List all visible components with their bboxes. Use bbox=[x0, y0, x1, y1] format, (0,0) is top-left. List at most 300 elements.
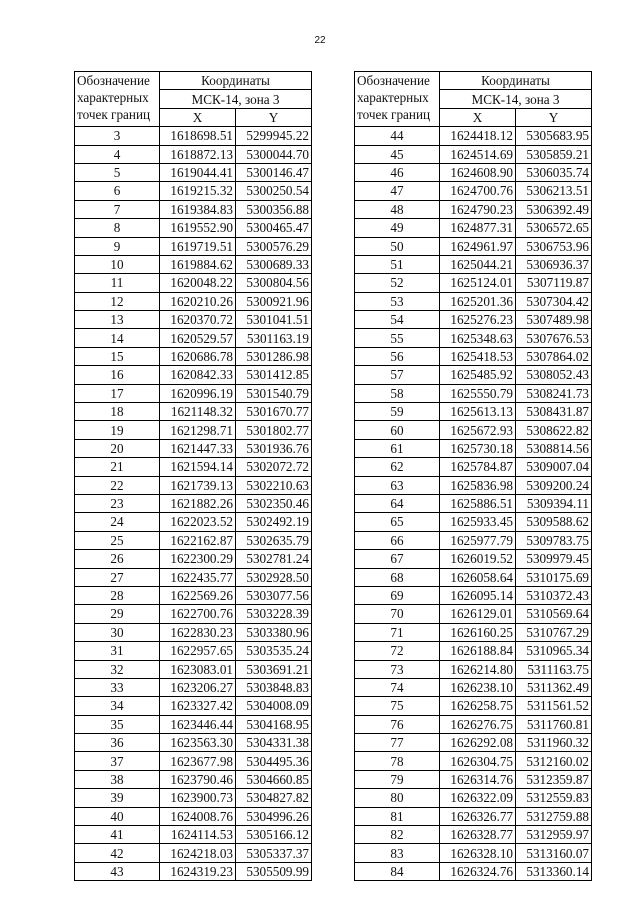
table-row bbox=[75, 219, 312, 237]
x-coordinate: 1624008.76 bbox=[160, 807, 236, 825]
point-number: 17 bbox=[75, 384, 160, 402]
x-coordinate: 1625276.23 bbox=[440, 311, 516, 329]
x-coordinate: 1621739.13 bbox=[160, 476, 236, 494]
point-number: 21 bbox=[75, 458, 160, 476]
table-row bbox=[75, 458, 312, 476]
page-number: 22 bbox=[314, 35, 326, 46]
header-id-line: характерных bbox=[77, 90, 149, 105]
point-number: 32 bbox=[75, 660, 160, 678]
y-coordinate: 5300356.88 bbox=[236, 200, 312, 218]
y-coordinate: 5300146.47 bbox=[236, 163, 312, 181]
table-row bbox=[355, 292, 592, 310]
table-row bbox=[75, 531, 312, 549]
table-row bbox=[355, 127, 592, 145]
x-coordinate: 1626322.09 bbox=[440, 789, 516, 807]
y-coordinate: 5301802.77 bbox=[236, 421, 312, 439]
x-coordinate: 1623446.44 bbox=[160, 715, 236, 733]
point-number: 27 bbox=[75, 568, 160, 586]
x-coordinate: 1624218.03 bbox=[160, 844, 236, 862]
table-row bbox=[355, 219, 592, 237]
y-coordinate: 5311163.75 bbox=[516, 660, 592, 678]
x-coordinate: 1626019.52 bbox=[440, 550, 516, 568]
y-coordinate: 5303848.83 bbox=[236, 678, 312, 696]
point-number: 75 bbox=[355, 697, 440, 715]
table-row bbox=[75, 274, 312, 292]
x-coordinate: 1620529.57 bbox=[160, 329, 236, 347]
y-coordinate: 5301540.79 bbox=[236, 384, 312, 402]
x-coordinate: 1626328.77 bbox=[440, 826, 516, 844]
x-coordinate: 1621447.33 bbox=[160, 439, 236, 457]
header-id-line: точек границ bbox=[357, 107, 431, 122]
table-row bbox=[75, 734, 312, 752]
y-coordinate: 5308622.82 bbox=[516, 421, 592, 439]
y-coordinate: 5300576.29 bbox=[236, 237, 312, 255]
x-coordinate: 1625886.51 bbox=[440, 494, 516, 512]
y-coordinate: 5310372.43 bbox=[516, 586, 592, 604]
y-coordinate: 5302072.72 bbox=[236, 458, 312, 476]
x-coordinate: 1625485.92 bbox=[440, 366, 516, 384]
x-coordinate: 1625836.98 bbox=[440, 476, 516, 494]
x-coordinate: 1621148.32 bbox=[160, 403, 236, 421]
table-row bbox=[355, 384, 592, 402]
table-row bbox=[75, 826, 312, 844]
x-coordinate: 1622569.26 bbox=[160, 586, 236, 604]
point-number: 29 bbox=[75, 605, 160, 623]
point-number: 52 bbox=[355, 274, 440, 292]
x-coordinate: 1626238.10 bbox=[440, 678, 516, 696]
point-number: 56 bbox=[355, 347, 440, 365]
table-row bbox=[75, 862, 312, 880]
header-id-line: характерных bbox=[357, 90, 429, 105]
table-row bbox=[75, 697, 312, 715]
x-coordinate: 1621882.26 bbox=[160, 494, 236, 512]
table-row bbox=[75, 770, 312, 788]
y-coordinate: 5309007.04 bbox=[516, 458, 592, 476]
table-row bbox=[75, 237, 312, 255]
point-number: 26 bbox=[75, 550, 160, 568]
x-coordinate: 1623083.01 bbox=[160, 660, 236, 678]
table-row bbox=[355, 421, 592, 439]
point-number: 50 bbox=[355, 237, 440, 255]
table-row bbox=[75, 403, 312, 421]
point-number: 66 bbox=[355, 531, 440, 549]
y-coordinate: 5310965.34 bbox=[516, 642, 592, 660]
table-row bbox=[355, 329, 592, 347]
table-row bbox=[355, 826, 592, 844]
header-coordinate-system: МСК-14, зона 3 bbox=[160, 90, 312, 108]
x-coordinate: 1626328.10 bbox=[440, 844, 516, 862]
table-row bbox=[75, 789, 312, 807]
y-coordinate: 5312160.02 bbox=[516, 752, 592, 770]
table-row bbox=[355, 494, 592, 512]
x-coordinate: 1624319.23 bbox=[160, 862, 236, 880]
header-coordinates: Координаты bbox=[440, 72, 592, 90]
point-number: 59 bbox=[355, 403, 440, 421]
table-row bbox=[355, 678, 592, 696]
y-coordinate: 5309783.75 bbox=[516, 531, 592, 549]
y-coordinate: 5302781.24 bbox=[236, 550, 312, 568]
x-coordinate: 1624514.69 bbox=[440, 145, 516, 163]
x-coordinate: 1620996.19 bbox=[160, 384, 236, 402]
table-row bbox=[75, 605, 312, 623]
point-number: 16 bbox=[75, 366, 160, 384]
y-coordinate: 5307489.98 bbox=[516, 311, 592, 329]
table-row bbox=[355, 513, 592, 531]
x-coordinate: 1622435.77 bbox=[160, 568, 236, 586]
point-number: 36 bbox=[75, 734, 160, 752]
table-row bbox=[75, 145, 312, 163]
y-coordinate: 5306753.96 bbox=[516, 237, 592, 255]
table-row bbox=[75, 163, 312, 181]
x-coordinate: 1626276.75 bbox=[440, 715, 516, 733]
point-number: 74 bbox=[355, 678, 440, 696]
y-coordinate: 5305859.21 bbox=[516, 145, 592, 163]
table-row bbox=[75, 439, 312, 457]
table-row bbox=[75, 586, 312, 604]
point-number: 58 bbox=[355, 384, 440, 402]
y-coordinate: 5302350.46 bbox=[236, 494, 312, 512]
y-coordinate: 5309979.45 bbox=[516, 550, 592, 568]
y-coordinate: 5303380.96 bbox=[236, 623, 312, 641]
point-number: 30 bbox=[75, 623, 160, 641]
point-number: 25 bbox=[75, 531, 160, 549]
y-coordinate: 5303691.21 bbox=[236, 660, 312, 678]
point-number: 3 bbox=[75, 127, 160, 145]
table-row bbox=[355, 862, 592, 880]
y-coordinate: 5302635.79 bbox=[236, 531, 312, 549]
coordinates-table-left bbox=[74, 71, 312, 881]
header-point-designation bbox=[75, 72, 160, 127]
x-coordinate: 1621594.14 bbox=[160, 458, 236, 476]
y-coordinate: 5311362.49 bbox=[516, 678, 592, 696]
y-coordinate: 5304495.36 bbox=[236, 752, 312, 770]
y-coordinate: 5309588.62 bbox=[516, 513, 592, 531]
y-coordinate: 5307119.87 bbox=[516, 274, 592, 292]
x-coordinate: 1624418.12 bbox=[440, 127, 516, 145]
x-coordinate: 1624608.90 bbox=[440, 163, 516, 181]
x-coordinate: 1623206.27 bbox=[160, 678, 236, 696]
x-coordinate: 1622162.87 bbox=[160, 531, 236, 549]
point-number: 39 bbox=[75, 789, 160, 807]
table-row bbox=[75, 182, 312, 200]
point-number: 42 bbox=[75, 844, 160, 862]
table-row bbox=[75, 127, 312, 145]
table-row bbox=[355, 163, 592, 181]
y-coordinate: 5304168.95 bbox=[236, 715, 312, 733]
table-row bbox=[355, 697, 592, 715]
table-row bbox=[75, 642, 312, 660]
x-coordinate: 1626292.08 bbox=[440, 734, 516, 752]
x-coordinate: 1625672.93 bbox=[440, 421, 516, 439]
x-coordinate: 1624961.97 bbox=[440, 237, 516, 255]
y-coordinate: 5307304.42 bbox=[516, 292, 592, 310]
x-coordinate: 1619552.90 bbox=[160, 219, 236, 237]
x-coordinate: 1625044.21 bbox=[440, 255, 516, 273]
x-coordinate: 1620686.78 bbox=[160, 347, 236, 365]
table-row bbox=[355, 642, 592, 660]
x-coordinate: 1623790.46 bbox=[160, 770, 236, 788]
y-coordinate: 5302492.19 bbox=[236, 513, 312, 531]
y-coordinate: 5311760.81 bbox=[516, 715, 592, 733]
point-number: 72 bbox=[355, 642, 440, 660]
x-coordinate: 1625613.13 bbox=[440, 403, 516, 421]
y-coordinate: 5309200.24 bbox=[516, 476, 592, 494]
x-coordinate: 1619884.62 bbox=[160, 255, 236, 273]
point-number: 19 bbox=[75, 421, 160, 439]
y-coordinate: 5312759.88 bbox=[516, 807, 592, 825]
x-coordinate: 1622830.23 bbox=[160, 623, 236, 641]
y-coordinate: 5306936.37 bbox=[516, 255, 592, 273]
x-coordinate: 1620210.26 bbox=[160, 292, 236, 310]
table-row bbox=[355, 439, 592, 457]
y-coordinate: 5307676.53 bbox=[516, 329, 592, 347]
table-row bbox=[355, 182, 592, 200]
y-coordinate: 5305166.12 bbox=[236, 826, 312, 844]
y-coordinate: 5308431.87 bbox=[516, 403, 592, 421]
point-number: 44 bbox=[355, 127, 440, 145]
y-coordinate: 5300044.70 bbox=[236, 145, 312, 163]
table-row bbox=[75, 476, 312, 494]
header-x: X bbox=[160, 108, 236, 126]
table-row bbox=[75, 660, 312, 678]
point-number: 63 bbox=[355, 476, 440, 494]
table-row bbox=[75, 550, 312, 568]
table-row bbox=[75, 347, 312, 365]
table-row bbox=[355, 274, 592, 292]
y-coordinate: 5301936.76 bbox=[236, 439, 312, 457]
x-coordinate: 1620842.33 bbox=[160, 366, 236, 384]
header-x: X bbox=[440, 108, 516, 126]
point-number: 76 bbox=[355, 715, 440, 733]
table-row bbox=[355, 770, 592, 788]
x-coordinate: 1626324.76 bbox=[440, 862, 516, 880]
point-number: 4 bbox=[75, 145, 160, 163]
y-coordinate: 5305683.95 bbox=[516, 127, 592, 145]
table-row bbox=[355, 789, 592, 807]
x-coordinate: 1625201.36 bbox=[440, 292, 516, 310]
table-row bbox=[75, 292, 312, 310]
point-number: 64 bbox=[355, 494, 440, 512]
point-number: 7 bbox=[75, 200, 160, 218]
y-coordinate: 5303077.56 bbox=[236, 586, 312, 604]
table-row bbox=[75, 807, 312, 825]
point-number: 68 bbox=[355, 568, 440, 586]
point-number: 10 bbox=[75, 255, 160, 273]
point-number: 65 bbox=[355, 513, 440, 531]
y-coordinate: 5299945.22 bbox=[236, 127, 312, 145]
x-coordinate: 1625348.63 bbox=[440, 329, 516, 347]
y-coordinate: 5301670.77 bbox=[236, 403, 312, 421]
point-number: 78 bbox=[355, 752, 440, 770]
point-number: 84 bbox=[355, 862, 440, 880]
table-row bbox=[75, 200, 312, 218]
x-coordinate: 1626214.80 bbox=[440, 660, 516, 678]
table-row bbox=[75, 844, 312, 862]
y-coordinate: 5301286.98 bbox=[236, 347, 312, 365]
point-number: 5 bbox=[75, 163, 160, 181]
y-coordinate: 5303535.24 bbox=[236, 642, 312, 660]
y-coordinate: 5306572.65 bbox=[516, 219, 592, 237]
point-number: 45 bbox=[355, 145, 440, 163]
x-coordinate: 1626258.75 bbox=[440, 697, 516, 715]
x-coordinate: 1623900.73 bbox=[160, 789, 236, 807]
point-number: 54 bbox=[355, 311, 440, 329]
point-number: 35 bbox=[75, 715, 160, 733]
point-number: 31 bbox=[75, 642, 160, 660]
table-row bbox=[355, 403, 592, 421]
point-number: 53 bbox=[355, 292, 440, 310]
point-number: 70 bbox=[355, 605, 440, 623]
table-row bbox=[355, 200, 592, 218]
y-coordinate: 5304008.09 bbox=[236, 697, 312, 715]
point-number: 28 bbox=[75, 586, 160, 604]
table-row bbox=[355, 476, 592, 494]
y-coordinate: 5306213.51 bbox=[516, 182, 592, 200]
point-number: 62 bbox=[355, 458, 440, 476]
x-coordinate: 1625124.01 bbox=[440, 274, 516, 292]
point-number: 57 bbox=[355, 366, 440, 384]
x-coordinate: 1625933.45 bbox=[440, 513, 516, 531]
table-row bbox=[355, 715, 592, 733]
table-row bbox=[355, 807, 592, 825]
y-coordinate: 5306035.74 bbox=[516, 163, 592, 181]
table-row bbox=[355, 237, 592, 255]
point-number: 9 bbox=[75, 237, 160, 255]
y-coordinate: 5304660.85 bbox=[236, 770, 312, 788]
point-number: 22 bbox=[75, 476, 160, 494]
x-coordinate: 1626304.75 bbox=[440, 752, 516, 770]
y-coordinate: 5308814.56 bbox=[516, 439, 592, 457]
x-coordinate: 1619044.41 bbox=[160, 163, 236, 181]
point-number: 61 bbox=[355, 439, 440, 457]
y-coordinate: 5312959.97 bbox=[516, 826, 592, 844]
point-number: 20 bbox=[75, 439, 160, 457]
x-coordinate: 1619384.83 bbox=[160, 200, 236, 218]
y-coordinate: 5300465.47 bbox=[236, 219, 312, 237]
y-coordinate: 5310569.64 bbox=[516, 605, 592, 623]
point-number: 55 bbox=[355, 329, 440, 347]
y-coordinate: 5310767.29 bbox=[516, 623, 592, 641]
point-number: 67 bbox=[355, 550, 440, 568]
y-coordinate: 5302210.63 bbox=[236, 476, 312, 494]
header-point-designation bbox=[355, 72, 440, 127]
point-number: 79 bbox=[355, 770, 440, 788]
table-row bbox=[75, 678, 312, 696]
point-number: 12 bbox=[75, 292, 160, 310]
y-coordinate: 5301412.85 bbox=[236, 366, 312, 384]
y-coordinate: 5304331.38 bbox=[236, 734, 312, 752]
point-number: 15 bbox=[75, 347, 160, 365]
x-coordinate: 1623327.42 bbox=[160, 697, 236, 715]
x-coordinate: 1625550.79 bbox=[440, 384, 516, 402]
point-number: 48 bbox=[355, 200, 440, 218]
x-coordinate: 1626160.25 bbox=[440, 623, 516, 641]
y-coordinate: 5311561.52 bbox=[516, 697, 592, 715]
x-coordinate: 1622700.76 bbox=[160, 605, 236, 623]
y-coordinate: 5304827.82 bbox=[236, 789, 312, 807]
point-number: 34 bbox=[75, 697, 160, 715]
point-number: 14 bbox=[75, 329, 160, 347]
y-coordinate: 5302928.50 bbox=[236, 568, 312, 586]
point-number: 13 bbox=[75, 311, 160, 329]
y-coordinate: 5300250.54 bbox=[236, 182, 312, 200]
table-row bbox=[75, 421, 312, 439]
table-row bbox=[75, 623, 312, 641]
x-coordinate: 1620048.22 bbox=[160, 274, 236, 292]
table-row bbox=[355, 734, 592, 752]
y-coordinate: 5308241.73 bbox=[516, 384, 592, 402]
point-number: 24 bbox=[75, 513, 160, 531]
table-row bbox=[355, 623, 592, 641]
header-y: Y bbox=[516, 108, 592, 126]
table-row bbox=[75, 384, 312, 402]
table-row bbox=[75, 568, 312, 586]
x-coordinate: 1622957.65 bbox=[160, 642, 236, 660]
y-coordinate: 5305509.99 bbox=[236, 862, 312, 880]
table-row bbox=[355, 347, 592, 365]
y-coordinate: 5313360.14 bbox=[516, 862, 592, 880]
y-coordinate: 5308052.43 bbox=[516, 366, 592, 384]
x-coordinate: 1624700.76 bbox=[440, 182, 516, 200]
table-row bbox=[355, 311, 592, 329]
x-coordinate: 1625418.53 bbox=[440, 347, 516, 365]
point-number: 6 bbox=[75, 182, 160, 200]
header-coordinates: Координаты bbox=[160, 72, 312, 90]
x-coordinate: 1626095.14 bbox=[440, 586, 516, 604]
x-coordinate: 1622023.52 bbox=[160, 513, 236, 531]
point-number: 11 bbox=[75, 274, 160, 292]
header-id-line: точек границ bbox=[77, 107, 151, 122]
y-coordinate: 5312559.83 bbox=[516, 789, 592, 807]
x-coordinate: 1624114.53 bbox=[160, 826, 236, 844]
table-row bbox=[75, 329, 312, 347]
point-number: 23 bbox=[75, 494, 160, 512]
point-number: 47 bbox=[355, 182, 440, 200]
y-coordinate: 5301163.19 bbox=[236, 329, 312, 347]
point-number: 37 bbox=[75, 752, 160, 770]
x-coordinate: 1619719.51 bbox=[160, 237, 236, 255]
point-number: 83 bbox=[355, 844, 440, 862]
table-row bbox=[75, 255, 312, 273]
x-coordinate: 1625977.79 bbox=[440, 531, 516, 549]
x-coordinate: 1626188.84 bbox=[440, 642, 516, 660]
y-coordinate: 5306392.49 bbox=[516, 200, 592, 218]
point-number: 41 bbox=[75, 826, 160, 844]
header-id-line: Обозначение bbox=[357, 73, 430, 88]
table-row bbox=[75, 366, 312, 384]
point-number: 71 bbox=[355, 623, 440, 641]
table-row bbox=[75, 752, 312, 770]
table-row bbox=[355, 605, 592, 623]
point-number: 46 bbox=[355, 163, 440, 181]
point-number: 60 bbox=[355, 421, 440, 439]
x-coordinate: 1621298.71 bbox=[160, 421, 236, 439]
x-coordinate: 1626058.64 bbox=[440, 568, 516, 586]
table-row bbox=[75, 513, 312, 531]
table-row bbox=[355, 752, 592, 770]
x-coordinate: 1619215.32 bbox=[160, 182, 236, 200]
x-coordinate: 1623677.98 bbox=[160, 752, 236, 770]
x-coordinate: 1625784.87 bbox=[440, 458, 516, 476]
x-coordinate: 1618698.51 bbox=[160, 127, 236, 145]
y-coordinate: 5303228.39 bbox=[236, 605, 312, 623]
x-coordinate: 1624790.23 bbox=[440, 200, 516, 218]
y-coordinate: 5307864.02 bbox=[516, 347, 592, 365]
x-coordinate: 1625730.18 bbox=[440, 439, 516, 457]
table-row bbox=[75, 715, 312, 733]
x-coordinate: 1626129.01 bbox=[440, 605, 516, 623]
table-row bbox=[355, 660, 592, 678]
